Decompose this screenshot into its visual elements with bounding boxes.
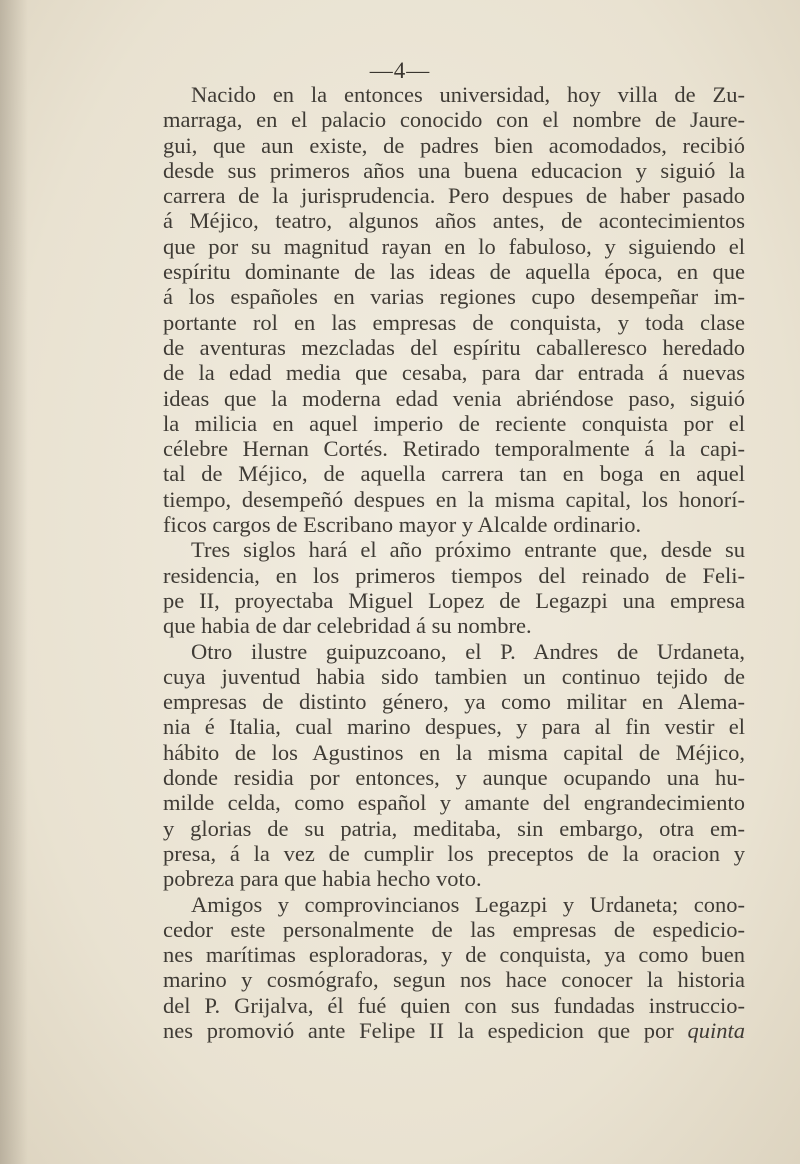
text-line: célebre Hernan Cortés. Retirado temporalmente á la capi- [163,436,745,462]
text-line: donde residia por entonces, y aunque ocupando una hu- [163,765,745,791]
text-line: carrera de la jurisprudencia. Pero despues de haber pasado [163,183,745,209]
gutter-shadow [0,0,28,1164]
text-line: Nacido en la entonces universidad, hoy villa de Zu- [191,82,745,107]
text-line: desde sus primeros años una buena educacion y siguió la [163,157,745,183]
text-line: de aventuras mezcladas del espíritu caballeresco heredado [163,334,745,360]
text-line: marino y cosmógrafo, segun nos hace conocer la historia [163,967,745,993]
text-line: presa, á la vez de cumplir los preceptos de la oracion y [163,840,745,866]
text-line: á los españoles en varias regiones cupo desempeñar im- [163,284,745,310]
text-line: la milicia en aquel imperio de reciente conquista por el [163,410,745,436]
text-line: ficos cargos de Escribano mayor y Alcalde ordinario. [163,512,642,538]
text-line: espíritu dominante de las ideas de aquella época, en que [163,259,745,285]
page-number: —4— [369,58,431,83]
text-line: portante rol en las empresas de conquista, y toda clase [163,309,745,335]
text-line: nia é Italia, cual marino despues, y para al fin vestir el [163,714,745,740]
text-line: cedor este personalmente de las empresas de espedicio- [163,916,745,942]
text-line: ideas que la moderna edad venia abriéndose paso, siguió [163,385,745,411]
text-line: Tres siglos hará el año próximo entrante que, desde su [191,537,745,563]
text-line: pe II, proyectaba Miguel Lopez de Legazpi una empresa [163,587,745,613]
final-line-italic: quinta [687,1017,746,1043]
body-text [163,82,745,1043]
text-line: del P. Grijalva, él fué quien con sus fundadas instruccio- [163,992,745,1018]
text-line: gui, que aun existe, de padres bien acomodados, recibió [163,132,745,158]
text-line: que por su magnitud rayan en lo fabuloso, y siguiendo el [163,233,745,259]
text-line: cuya juventud habia sido tambien un continuo tejido de [163,663,745,689]
text-line: Otro ilustre guipuzcoano, el P. Andres de Urdaneta, [191,638,745,664]
text-line: á Méjico, teatro, algunos años antes, de acontecimientos [163,208,745,234]
text-line: de la edad media que cesaba, para dar entrada á nuevas [163,360,745,386]
text-line-final [163,1018,745,1043]
text-line: residencia, en los primeros tiempos del reinado de Feli- [163,562,745,588]
text-line: tal de Méjico, de aquella carrera tan en boga en aquel [163,461,745,487]
text-line: Amigos y comprovincianos Legazpi y Urdaneta; cono- [191,891,745,917]
final-line-text: nes promovió ante Felipe II la espedicion que por [163,1017,674,1043]
text-line: marraga, en el palacio conocido con el nombre de Jaure- [163,107,745,133]
text-line: y glorias de su patria, meditaba, sin embargo, otra em- [163,815,745,841]
text-line: hábito de los Agustinos en la misma capital de Méjico, [163,739,745,765]
text-line: que habia de dar celebridad á su nombre. [163,613,532,639]
text-line: nes marítimas esploradoras, y de conquista, ya como buen [163,942,745,968]
text-line: pobreza para que habia hecho voto. [163,866,482,892]
text-line: milde celda, como español y amante del engrandecimiento [163,790,745,816]
text-line: empresas de distinto género, ya como militar en Alema- [163,689,745,715]
text-line: tiempo, desempeñó despues en la misma capital, los honorí- [163,486,745,512]
